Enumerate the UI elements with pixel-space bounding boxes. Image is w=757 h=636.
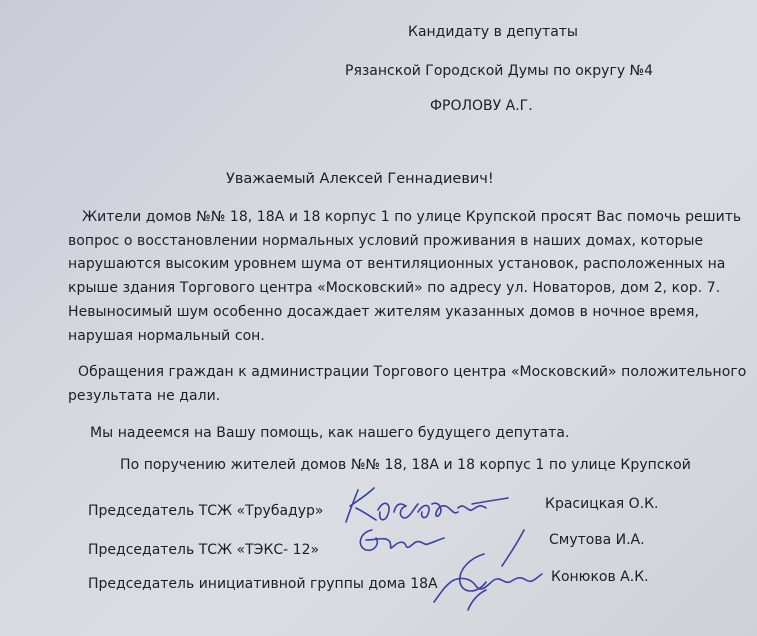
addressee-line-3: ФРОЛОВУ А.Г. [430,98,533,114]
addressee-line-1: Кандидату в депутаты [408,24,578,40]
signatory-1-name: Красицкая О.К. [545,496,659,512]
signatory-3-name: Конюков А.К. [551,569,649,585]
paragraph-1-line-4: крыше здания Торгового центра «Московский» по адресу ул. Новаторов, дом 2, кор. 7. [68,280,721,296]
paragraph-1-line-2: вопрос о восстановлении нормальных условий проживания в наших домах, которые [68,233,704,249]
signatory-2-name: Смутова И.А. [549,532,645,548]
paragraph-2-line-1: Обращения граждан к администрации Торгового центра «Московский» положительного [78,364,747,380]
greeting: Уважаемый Алексей Геннадиевич! [226,171,494,187]
signature-3-icon [424,524,564,624]
paragraph-1-line-6: нарушая нормальный сон. [68,328,265,344]
on-behalf-line: По поручению жителей домов №№ 18, 18А и 18 корпус 1 по улице Крупской [120,457,691,473]
paragraph-1-line-5: Невыносимый шум особенно досаждает жителям указанных домов в ночное время, [68,304,699,320]
signatory-3-title: Председатель инициативной группы дома 18А [88,576,438,592]
signatory-2-title: Председатель ТСЖ «ТЭКС- 12» [88,542,320,558]
paragraph-2-line-2: результата не дали. [68,388,221,404]
addressee-line-2: Рязанской Городской Думы по округу №4 [345,63,654,79]
signatory-1-title: Председатель ТСЖ «Трубадур» [88,503,324,519]
paragraph-1-line-3: нарушаются высоким уровнем шума от вентиляционных установок, расположенных на [68,256,726,272]
paragraph-3: Мы надеемся на Вашу помощь, как нашего будущего депутата. [90,425,570,441]
paragraph-1-line-1: Жители домов №№ 18, 18А и 18 корпус 1 по улице Крупской просят Вас помочь решить [82,209,742,225]
